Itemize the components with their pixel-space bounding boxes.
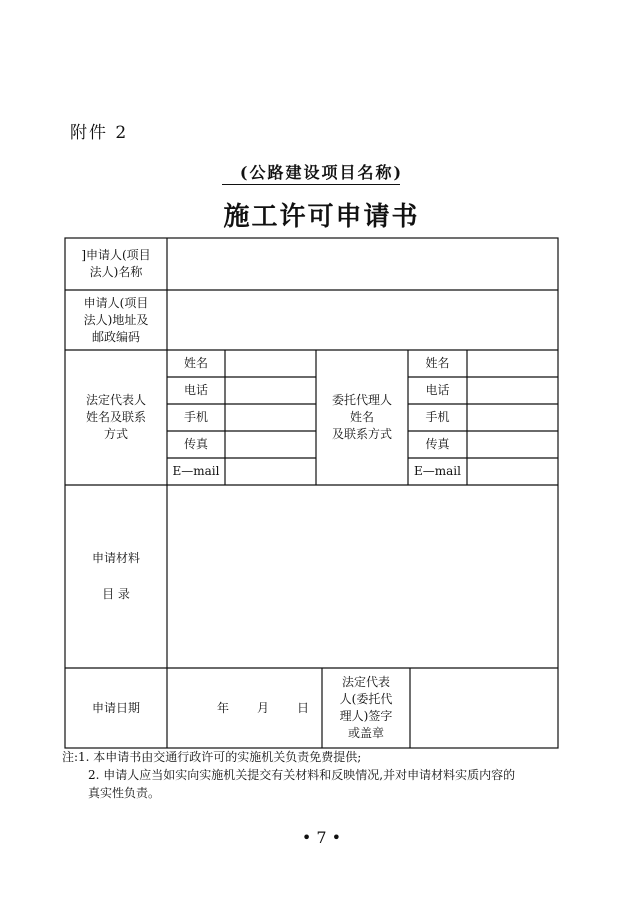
materials-field[interactable] [167, 485, 558, 668]
note-2: 2. 申请人应当如实向实施机关提交有关材料和反映情况,并对申请材料实质内容的 [88, 768, 516, 782]
note-2-continued: 真实性负责。 [88, 786, 161, 800]
legal-rep-mobile-label: 手机 [183, 410, 208, 424]
signature-field[interactable] [410, 668, 558, 748]
applicant-address-field[interactable] [167, 290, 558, 350]
legal-rep-fax-field[interactable] [225, 431, 316, 458]
date-label: 申请日期 [91, 700, 140, 715]
legal-rep-name-label: 姓名 [183, 356, 208, 370]
legal-rep-email-field[interactable] [225, 458, 316, 485]
attachment-label: 附件 2 [70, 123, 129, 143]
legal-rep-phone-label: 电话 [183, 383, 208, 397]
legal-rep-fax-label: 传真 [183, 437, 208, 451]
applicant-name-field[interactable] [167, 238, 558, 290]
agent-mobile-field[interactable] [467, 404, 558, 431]
agent-name-field[interactable] [467, 350, 558, 377]
note-1: 注:1. 本申请书由交通行政许可的实施机关负责免费提供; [62, 750, 362, 764]
notes-block [62, 748, 582, 802]
agent-name-label: 姓名 [425, 356, 450, 370]
signature-label: 法定代表 人(委托代 理人)签字 或盖章 [339, 675, 393, 740]
applicant-address-label: 申请人(项目 法人)地址及 邮政编码 [83, 295, 149, 344]
legal-rep-name-field[interactable] [225, 350, 316, 377]
applicant-name-label: ]申请人(项目 法人)名称 [81, 248, 151, 279]
agent-mobile-label: 手机 [425, 410, 450, 424]
date-day-label: 日 [296, 700, 309, 715]
project-name-subtitle: (公路建设项目名称) [239, 163, 404, 182]
agent-email-field[interactable] [467, 458, 558, 485]
agent-phone-field[interactable] [467, 377, 558, 404]
catalog-label: 目 录 [102, 586, 130, 601]
materials-label: 申请材料 [91, 550, 140, 565]
agent-email-label: E—mail [414, 464, 461, 478]
agent-fax-field[interactable] [467, 431, 558, 458]
form-title: 施工许可申请书 [223, 202, 420, 232]
legal-rep-email-label: E—mail [172, 464, 220, 478]
agent-fax-label: 传真 [425, 437, 450, 451]
date-month-label: 月 [256, 700, 269, 715]
legal-rep-phone-field[interactable] [225, 377, 316, 404]
agent-label: 委托代理人 姓名 及联系方式 [331, 393, 392, 441]
legal-rep-mobile-field[interactable] [225, 404, 316, 431]
agent-phone-label: 电话 [425, 383, 450, 397]
date-year-label: 年 [216, 700, 229, 715]
legal-rep-label: 法定代表人 姓名及联系 方式 [85, 393, 146, 441]
page-number: • 7 • [301, 828, 342, 847]
